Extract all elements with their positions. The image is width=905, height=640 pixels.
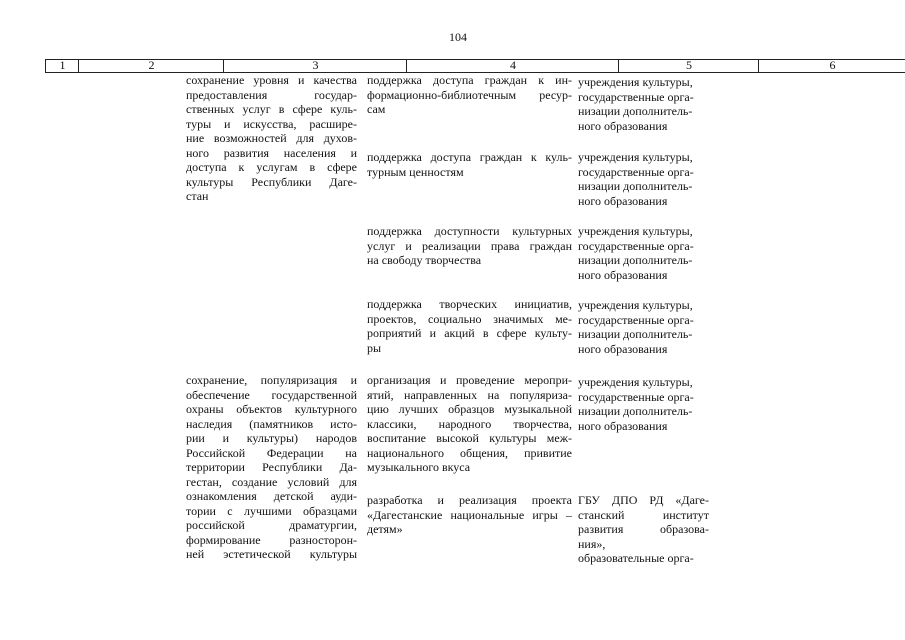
text-line: поддержка доступа граждан к куль-	[367, 150, 572, 164]
text-line: ознакомления детской ауди-	[186, 489, 357, 503]
executor-text-block	[578, 75, 709, 133]
text-line: проектов, социально значимых ме-	[367, 311, 572, 326]
text-line: рии и культуры) народов	[186, 431, 357, 445]
text-line: детям»	[367, 522, 403, 536]
text-line: ного развития населения и	[186, 145, 357, 160]
measure-text-block	[367, 493, 572, 537]
executor-text-block	[578, 493, 709, 566]
text-line: наследия (памятников исто-	[186, 416, 357, 431]
text-line: музыкального вкуса	[367, 460, 471, 474]
text-line: ного образования	[578, 193, 668, 208]
text-line: государственные орга-	[578, 312, 694, 327]
text-line: ние возможностей для духов-	[186, 131, 357, 145]
text-line: ятий, направленных на популяриза-	[367, 387, 572, 402]
text-line: поддержка доступности культурных	[367, 224, 572, 238]
executor-text-block	[578, 224, 709, 282]
text-line: Российской Федерации на	[186, 445, 357, 460]
text-line: роприятий и акций в сфере культу-	[367, 326, 572, 340]
text-line: низации дополнитель-	[578, 404, 693, 418]
text-line: «Дагестанские национальные игры –	[367, 507, 572, 522]
text-line: классики, народного творчества,	[367, 416, 572, 431]
goal-text-block	[186, 373, 357, 562]
text-line: сохранение, популяризация и	[186, 373, 357, 387]
text-line: обеспечение государственной	[186, 387, 357, 402]
text-line: низации дополнитель-	[578, 179, 693, 193]
column-header-5: 5	[618, 59, 759, 72]
text-line: государственные орга-	[578, 89, 694, 104]
text-line: ГБУ ДПО РД «Даге-	[578, 493, 709, 507]
text-line: ры	[367, 340, 382, 355]
text-line: воспитание высокой культуры меж-	[367, 431, 572, 445]
measure-text-block	[367, 373, 572, 475]
executor-text-block	[578, 150, 709, 208]
text-line: стан	[186, 189, 209, 203]
text-line: ней эстетической культуры	[186, 547, 357, 561]
text-line: учреждения культуры,	[578, 150, 693, 164]
text-line: учреждения культуры,	[578, 298, 693, 312]
text-line: цию лучших образцов музыкальной	[367, 402, 572, 416]
text-line: туры и искусства, расшире-	[186, 116, 357, 131]
text-line: российской драматургии,	[186, 518, 357, 532]
text-line: предоставления государ-	[186, 87, 357, 102]
text-line: поддержка доступа граждан к ин-	[367, 73, 572, 87]
executor-text-block	[578, 375, 709, 433]
page-number: 104	[449, 30, 467, 44]
text-line: формационно-библиотечным ресур-	[367, 87, 572, 102]
column-header-4: 4	[406, 59, 619, 72]
text-line: ного образования	[578, 341, 668, 356]
text-line: ного образования	[578, 267, 668, 282]
text-line: государственные орга-	[578, 389, 694, 404]
column-header-1: 1	[45, 59, 79, 72]
text-line: ного образования	[578, 118, 668, 133]
text-line: учреждения культуры,	[578, 224, 693, 238]
text-line: сам	[367, 102, 386, 116]
text-line: разработка и реализация проекта	[367, 493, 572, 507]
text-line: низации дополнитель-	[578, 327, 693, 341]
measure-text-block	[367, 224, 572, 268]
measure-text-block	[367, 73, 572, 117]
text-line: национального общения, привитие	[367, 445, 572, 460]
column-header-3: 3	[223, 59, 407, 72]
executor-text-block	[578, 298, 709, 356]
text-line: ния»,	[578, 536, 606, 551]
text-line: гестан, создание условий для	[186, 474, 357, 489]
text-line: культуры Республики Даге-	[186, 174, 357, 189]
table-header-row	[45, 59, 905, 73]
text-line: сохранение уровня и качества	[186, 73, 357, 87]
text-line: низации дополнитель-	[578, 253, 693, 267]
column-header-6: 6	[758, 59, 905, 72]
text-line: доступа к услугам в сфере	[186, 160, 357, 174]
text-line: формирование разносторон-	[186, 532, 357, 547]
text-line: тории с лучшими образцами	[186, 503, 357, 518]
text-line: услуг и реализации права граждан	[367, 238, 572, 253]
text-line: низации дополнитель-	[578, 104, 693, 118]
text-line: турным ценностям	[367, 164, 464, 179]
column-header-2: 2	[78, 59, 224, 72]
measure-text-block	[367, 297, 572, 355]
measure-text-block	[367, 150, 572, 179]
text-line: государственные орга-	[578, 238, 694, 253]
text-line: ного образования	[578, 418, 668, 433]
text-line: на свободу творчества	[367, 253, 482, 267]
text-line: поддержка творческих инициатив,	[367, 297, 572, 311]
text-line: учреждения культуры,	[578, 375, 693, 389]
text-line: организация и проведение меропри-	[367, 373, 572, 387]
text-line: учреждения культуры,	[578, 75, 693, 89]
text-line: станский институт	[578, 507, 709, 522]
text-line: образовательные орга-	[578, 551, 694, 565]
text-line: охраны объектов культурного	[186, 402, 357, 416]
text-line: развития образова-	[578, 522, 709, 536]
text-line: территории Республики Да-	[186, 460, 357, 474]
goal-text-block	[186, 73, 357, 204]
text-line: ственных услуг в сфере куль-	[186, 102, 357, 116]
text-line: государственные орга-	[578, 164, 694, 179]
